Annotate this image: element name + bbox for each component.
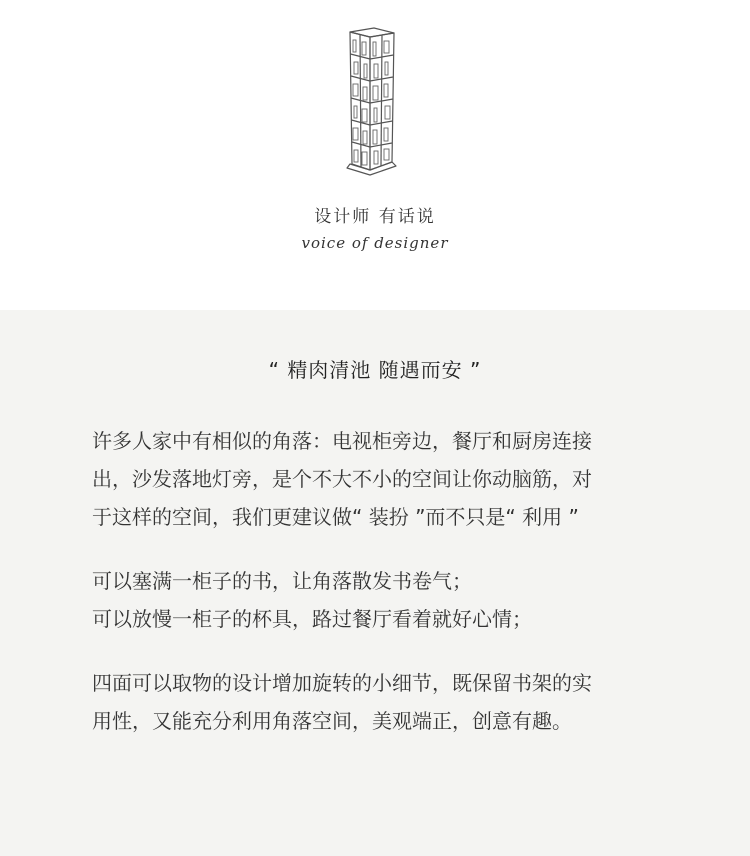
paragraph-line: 可以塞满一柜子的书，让角落散发书卷气； <box>92 569 472 593</box>
header-subtitle: voice of designer <box>301 234 449 252</box>
designer-header <box>0 0 750 310</box>
header-title: 设计师 有话说 <box>314 207 436 227</box>
paragraph-2 <box>92 562 672 638</box>
paragraph-line: 用性，又能充分利用角落空间，美观端正，创意有趣。 <box>92 709 572 733</box>
panel-heading: “ 精肉清池 随遇而安 ” <box>268 358 482 382</box>
rotating-bookshelf-icon <box>340 24 402 176</box>
content-panel <box>0 310 750 856</box>
paragraph-line: 可以放慢一柜子的杯具，路过餐厅看着就好心情； <box>92 607 532 631</box>
paragraph-line: 四面可以取物的设计增加旋转的小细节，既保留书架的实 <box>92 671 592 695</box>
paragraph-line: 于这样的空间，我们更建议做“ 装扮 ”而不只是“ 利用 ” <box>92 505 579 529</box>
paragraph-line: 许多人家中有相似的角落：电视柜旁边，餐厅和厨房连接 <box>92 429 592 453</box>
paragraph-3 <box>92 664 672 740</box>
paragraph-line: 出，沙发落地灯旁，是个不大不小的空间让你动脑筋，对 <box>92 467 592 491</box>
paragraph-1 <box>92 422 672 536</box>
